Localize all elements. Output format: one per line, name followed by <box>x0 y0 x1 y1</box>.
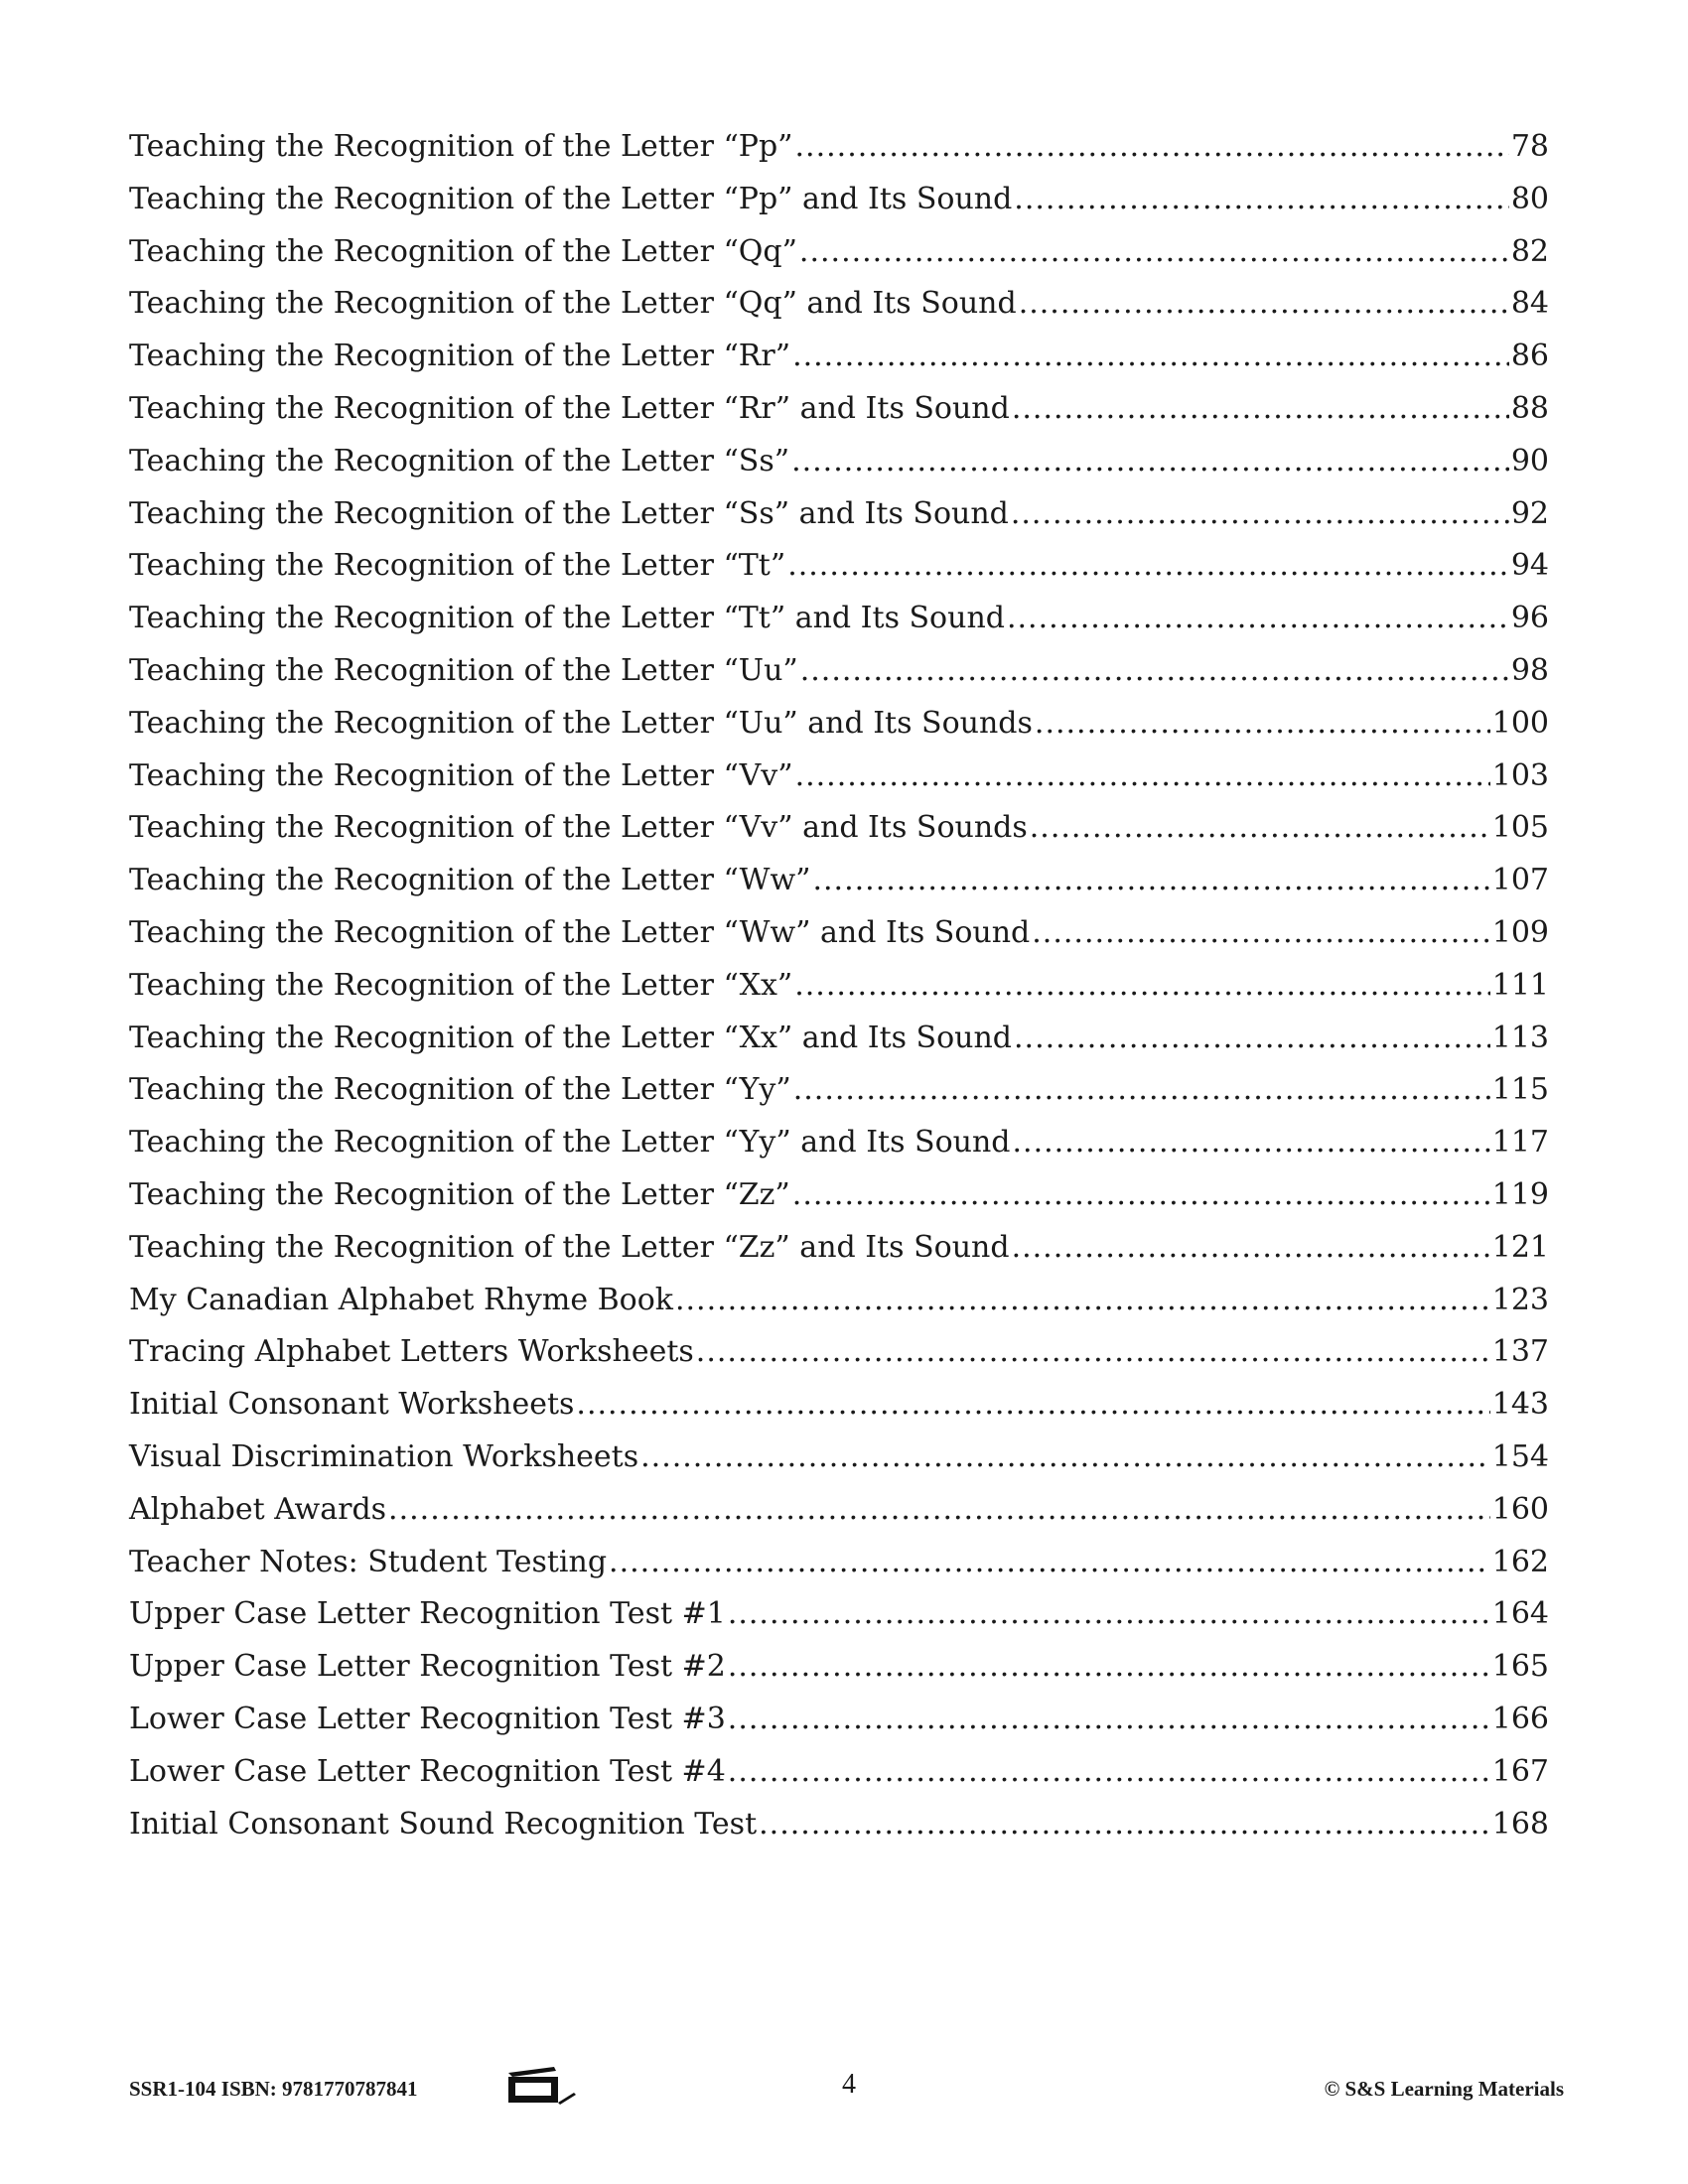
toc-entry-title: Teaching the Recognition of the Letter “Tt” <box>129 548 786 584</box>
toc-entry <box>129 1275 1549 1327</box>
toc-dot-leader <box>800 645 1509 698</box>
toc-entry-title: Teaching the Recognition of the Letter “Vv” <box>129 757 793 793</box>
toc-entry <box>129 1432 1549 1484</box>
toc-dot-leader <box>728 1641 1490 1694</box>
toc-entry-title: My Canadian Alphabet Rhyme Book <box>129 1282 673 1317</box>
toc-entry <box>129 802 1549 855</box>
toc-entry-title: Teaching the Recognition of the Letter “Zz” and Its Sound <box>129 1229 1010 1265</box>
toc-dot-leader <box>795 121 1509 174</box>
toc-dot-leader <box>795 751 1490 803</box>
toc-dot-leader <box>1032 907 1489 960</box>
toc-dot-leader <box>1011 488 1509 541</box>
toc-entry-page: 123 <box>1491 1282 1549 1317</box>
toc-dot-leader <box>1012 383 1509 436</box>
toc-entry-title: Teaching the Recognition of the Letter “Yy” <box>129 1072 791 1108</box>
toc-dot-leader <box>1014 174 1509 226</box>
toc-dot-leader <box>792 331 1509 383</box>
toc-entry-title: Upper Case Letter Recognition Test #2 <box>129 1649 726 1685</box>
toc-entry-title: Teaching the Recognition of the Letter “Ss” <box>129 443 790 478</box>
toc-entry <box>129 488 1549 541</box>
toc-entry-page: 100 <box>1491 705 1549 741</box>
toc-entry-title: Teaching the Recognition of the Letter “Ww” and Its Sound <box>129 914 1031 950</box>
toc-entry <box>129 1588 1549 1641</box>
toc-entry-title: Teaching the Recognition of the Letter “Qq” and Its Sound <box>129 286 1017 322</box>
toc-entry-title: Teacher Notes: Student Testing <box>129 1544 608 1579</box>
toc-entry-page: 98 <box>1510 652 1549 688</box>
footer-copyright: © S&S Learning Materials <box>1324 2077 1564 2101</box>
toc-entry <box>129 1694 1549 1746</box>
toc-entry-title: Teaching the Recognition of the Letter “Uu” and Its Sounds <box>129 705 1033 741</box>
toc-entry-page: 96 <box>1510 601 1549 636</box>
toc-entry <box>129 1641 1549 1694</box>
toc-dot-leader <box>609 1537 1490 1589</box>
toc-entry-title: Initial Consonant Worksheets <box>129 1387 575 1423</box>
toc-entry <box>129 960 1549 1013</box>
toc-dot-leader <box>794 960 1490 1013</box>
toc-entry-title: Teaching the Recognition of the Letter “Rr” <box>129 339 791 374</box>
toc-entry-page: 113 <box>1491 1020 1549 1055</box>
toc-entry-page: 111 <box>1491 967 1549 1003</box>
toc-entry-title: Teaching the Recognition of the Letter “Yy” and Its Sound <box>129 1125 1011 1160</box>
toc-entry <box>129 1746 1549 1799</box>
toc-entry-page: 143 <box>1491 1387 1549 1423</box>
toc-entry-title: Lower Case Letter Recognition Test #3 <box>129 1701 726 1736</box>
toc-entry <box>129 226 1549 279</box>
toc-entry-page: 137 <box>1491 1334 1549 1370</box>
toc-entry-page: 105 <box>1491 810 1549 846</box>
toc-entry-title: Upper Case Letter Recognition Test #1 <box>129 1596 726 1632</box>
toc-entry <box>129 698 1549 751</box>
toc-entry <box>129 1484 1549 1537</box>
toc-entry <box>129 1222 1549 1275</box>
toc-entry-title: Teaching the Recognition of the Letter “Ww” <box>129 863 811 898</box>
toc-entry <box>129 174 1549 226</box>
toc-entry-page: 168 <box>1491 1806 1549 1842</box>
toc-dot-leader <box>759 1799 1490 1851</box>
toc-entry <box>129 1169 1549 1222</box>
toc-dot-leader <box>675 1275 1490 1327</box>
toc-entry-page: 154 <box>1491 1438 1549 1474</box>
toc-dot-leader <box>793 1064 1490 1117</box>
toc-entry-page: 115 <box>1491 1072 1549 1108</box>
toc-dot-leader <box>1030 802 1490 855</box>
toc-dot-leader <box>787 540 1509 593</box>
page-number: 4 <box>842 2069 856 2100</box>
toc-entry-title: Alphabet Awards <box>129 1491 387 1527</box>
toc-entry <box>129 1013 1549 1065</box>
toc-entry-page: 121 <box>1491 1229 1549 1265</box>
toc-dot-leader <box>696 1326 1490 1379</box>
toc-entry-page: 165 <box>1491 1649 1549 1685</box>
toc-dot-leader <box>640 1432 1490 1484</box>
toc-entry <box>129 278 1549 331</box>
toc-entry-title: Teaching the Recognition of the Letter “Ss” and Its Sound <box>129 495 1009 531</box>
toc-entry-title: Teaching the Recognition of the Letter “Tt” and Its Sound <box>129 601 1005 636</box>
toc-dot-leader <box>812 855 1489 907</box>
toc-entry-page: 92 <box>1510 495 1549 531</box>
toc-dot-leader <box>1013 1117 1490 1169</box>
toc-entry-page: 109 <box>1491 914 1549 950</box>
toc-entry-title: Initial Consonant Sound Recognition Test <box>129 1806 758 1842</box>
toc-dot-leader <box>576 1379 1489 1432</box>
toc-entry-title: Teaching the Recognition of the Letter “Uu” <box>129 652 798 688</box>
toc-dot-leader <box>1014 1013 1490 1065</box>
toc-entry-page: 117 <box>1491 1125 1549 1160</box>
toc-entry <box>129 121 1549 174</box>
toc-entry-page: 107 <box>1491 863 1549 898</box>
toc-entry-page: 167 <box>1491 1753 1549 1789</box>
toc-entry <box>129 331 1549 383</box>
toc-entry-page: 162 <box>1491 1544 1549 1579</box>
toc-entry <box>129 1379 1549 1432</box>
toc-dot-leader <box>728 1746 1490 1799</box>
toc-entry-title: Teaching the Recognition of the Letter “Pp” <box>129 129 793 164</box>
page-footer <box>129 2065 1564 2124</box>
toc-entry <box>129 1799 1549 1851</box>
toc-dot-leader <box>1007 593 1509 645</box>
toc-entry-page: 160 <box>1491 1491 1549 1527</box>
toc-dot-leader <box>388 1484 1490 1537</box>
footer-product-code: SSR1-104 ISBN: 9781770787841 <box>129 2077 418 2101</box>
toc-entry <box>129 1064 1549 1117</box>
toc-dot-leader <box>791 436 1509 488</box>
toc-entry <box>129 593 1549 645</box>
toc-dot-leader <box>728 1588 1490 1641</box>
toc-entry <box>129 1537 1549 1589</box>
toc-entry <box>129 383 1549 436</box>
toc-entry-title: Lower Case Letter Recognition Test #4 <box>129 1753 726 1789</box>
toc-entry-title: Teaching the Recognition of the Letter “Qq” <box>129 233 797 269</box>
toc-entry-page: 82 <box>1510 233 1549 269</box>
toc-entry-title: Visual Discrimination Worksheets <box>129 1438 639 1474</box>
toc-entry-page: 88 <box>1510 390 1549 426</box>
toc-dot-leader <box>799 226 1509 279</box>
toc-entry-page: 90 <box>1510 443 1549 478</box>
toc-dot-leader <box>1012 1222 1490 1275</box>
toc-entry-page: 86 <box>1510 339 1549 374</box>
toc-entry-page: 166 <box>1491 1701 1549 1736</box>
toc-dot-leader <box>792 1169 1490 1222</box>
toc-dot-leader <box>1035 698 1490 751</box>
toc-entry-page: 119 <box>1491 1176 1549 1212</box>
table-of-contents <box>129 121 1549 1850</box>
toc-entry-page: 94 <box>1510 548 1549 584</box>
toc-entry <box>129 436 1549 488</box>
toc-entry-title: Teaching the Recognition of the Letter “Pp” and Its Sound <box>129 181 1013 216</box>
toc-entry <box>129 907 1549 960</box>
toc-entry-title: Tracing Alphabet Letters Worksheets <box>129 1334 694 1370</box>
toc-entry-page: 78 <box>1510 129 1549 164</box>
toc-entry-title: Teaching the Recognition of the Letter “Xx” <box>129 967 793 1003</box>
toc-entry-page: 84 <box>1510 286 1549 322</box>
toc-entry <box>129 1326 1549 1379</box>
toc-entry <box>129 540 1549 593</box>
toc-entry <box>129 1117 1549 1169</box>
toc-entry-page: 103 <box>1491 757 1549 793</box>
toc-entry-page: 164 <box>1491 1596 1549 1632</box>
toc-entry <box>129 855 1549 907</box>
toc-entry-page: 80 <box>1510 181 1549 216</box>
toc-entry-title: Teaching the Recognition of the Letter “Zz” <box>129 1176 790 1212</box>
toc-dot-leader <box>1019 278 1509 331</box>
toc-entry-title: Teaching the Recognition of the Letter “Xx” and Its Sound <box>129 1020 1013 1055</box>
toc-dot-leader <box>728 1694 1490 1746</box>
book-logo-icon <box>504 2065 580 2109</box>
toc-entry <box>129 751 1549 803</box>
toc-entry-title: Teaching the Recognition of the Letter “Rr” and Its Sound <box>129 390 1010 426</box>
toc-entry-title: Teaching the Recognition of the Letter “Vv” and Its Sounds <box>129 810 1028 846</box>
toc-entry <box>129 645 1549 698</box>
